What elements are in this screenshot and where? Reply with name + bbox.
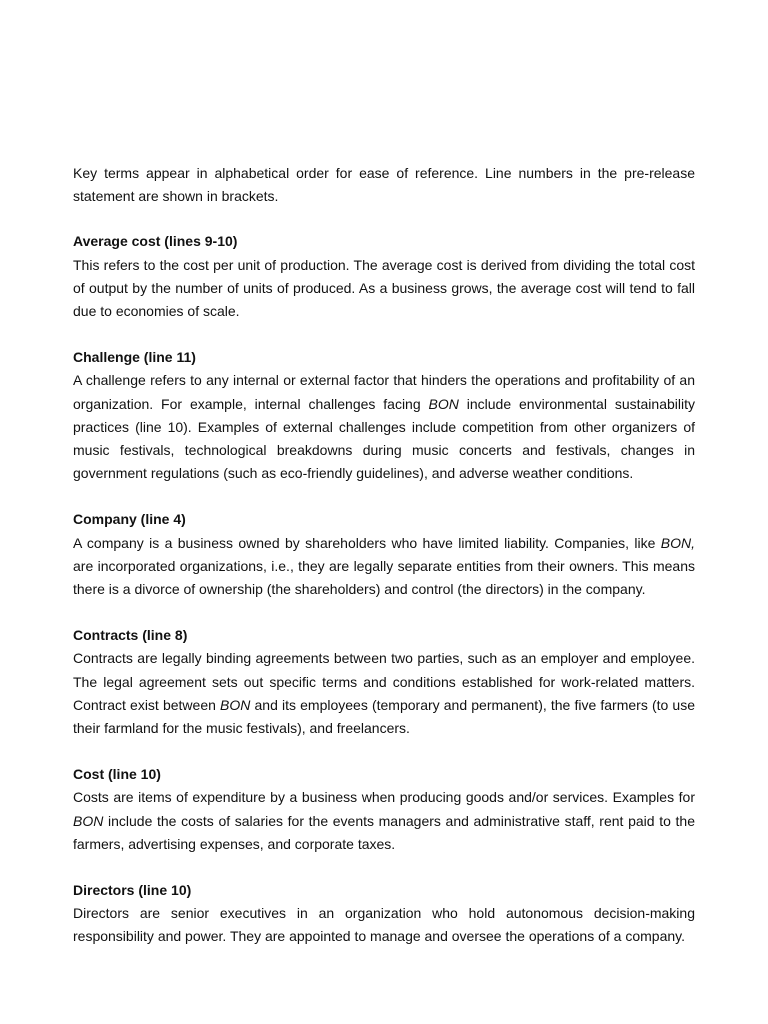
- intro-paragraph: Key terms appear in alphabetical order for ease of reference. Line numbers in the pre-release statement are shown in brackets.: [73, 165, 695, 205]
- term-heading: Directors (line 10): [73, 882, 192, 899]
- term-definition: Directors are senior executives in an organization who hold autonomous decision-making responsibility and power. They are appointed to manage and oversee the operations of a company.: [73, 905, 695, 945]
- glossary-entry-average-cost: [73, 230, 695, 323]
- definition-text: include environmental sustainability practices (line 10). Examples of external challenges include competition from other organizers of music festivals, technological breakdowns during music concerts and festivals, changes in government regulations (such as eco-friendly guidelines), and adverse weather conditions.: [73, 395, 695, 482]
- definition-text: A challenge refers to any internal or external factor that hinders the operations and profitability of an organization. For example, internal challenges facing: [73, 372, 695, 412]
- glossary-entry-directors: [73, 879, 695, 949]
- term-definition: [73, 369, 695, 485]
- organization-name: BON: [428, 395, 459, 412]
- glossary-entry-cost: [73, 763, 695, 856]
- definition-text: include the costs of salaries for the events managers and administrative staff, rent paid to the farmers, advertising expenses, and corporate taxes.: [73, 812, 695, 852]
- term-heading: Cost (line 10): [73, 766, 161, 783]
- glossary-entry-company: [73, 508, 695, 601]
- term-heading: Company (line 4): [73, 511, 186, 528]
- glossary-entry-contracts: [73, 624, 695, 740]
- term-definition: [73, 786, 695, 856]
- term-definition: [73, 647, 695, 740]
- organization-name: BON,: [660, 534, 695, 551]
- term-heading: Challenge (line 11): [73, 349, 196, 366]
- definition-text: are incorporated organizations, i.e., they are legally separate entities from their owners. This means there is a divorce of ownership (the shareholders) and control (the directors) in the company.: [73, 557, 695, 598]
- definition-text: Costs are items of expenditure by a business when producing goods and/or services. Examples for: [73, 789, 695, 806]
- organization-name: BON: [73, 812, 104, 829]
- term-heading: Contracts (line 8): [73, 627, 188, 644]
- definition-text: A company is a business owned by shareholders who have limited liability. Companies, like: [73, 534, 661, 551]
- term-definition: [73, 532, 695, 602]
- term-definition: This refers to the cost per unit of production. The average cost is derived from dividing the total cost of output by the number of units of produced. As a business grows, the average cost will tend to fall due to economies of scale.: [73, 256, 695, 320]
- term-heading: Average cost (lines 9-10): [73, 233, 238, 250]
- glossary-entry-challenge: [73, 346, 695, 485]
- definition-text: and its employees (temporary and permanent), the five farmers (to use their farmland for the music festivals), and freelancers.: [73, 696, 696, 737]
- organization-name: BON: [220, 696, 251, 713]
- glossary-page: [73, 162, 695, 972]
- definition-text: Contracts are legally binding agreements between two parties, such as an employer and employee. The legal agreement sets out specific terms and conditions established for work-related matters. Contract exist between: [73, 650, 695, 713]
